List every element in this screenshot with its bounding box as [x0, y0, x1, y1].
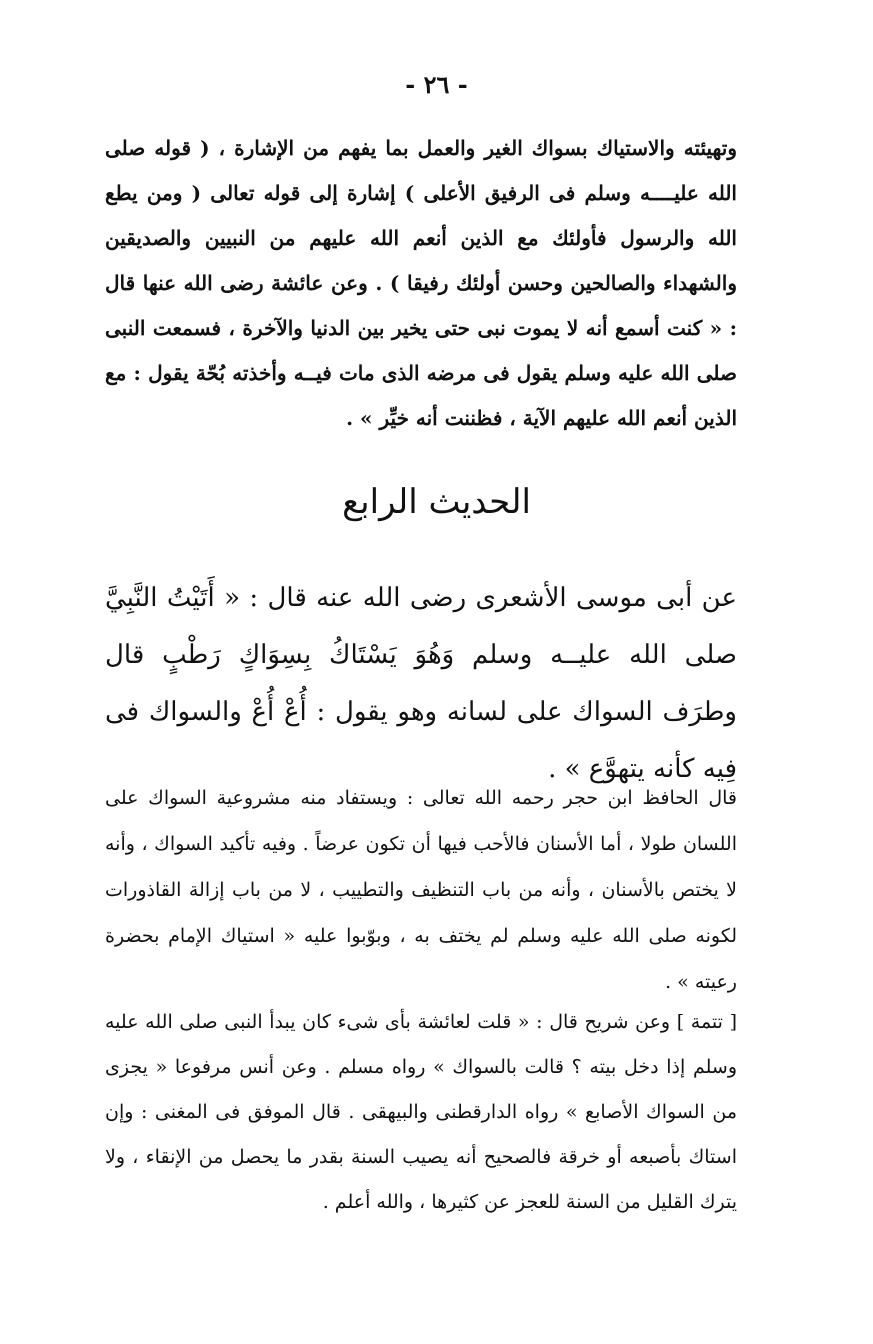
hadith-paragraph: عن أبى موسى الأشعرى رضى الله عنه قال : « أَتَيْتُ النَّبِيَّ صلى الله عليــه وسلم وَهُوَ يَسْتَاكُ بِسِوَاكٍ رَطْبٍ قال وطرَف السواك على لسانه وهو يقول : أُعْ أُعْ والسواك فى فِيه كأنه يتهوَّع » . [105, 583, 737, 784]
appendix-paragraph: [ تتمة ] وعن شريح قال : « قلت لعائشة بأى شىء كان يبدأ النبى صلى الله عليه وسلم إذا دخل بيته ؟ قالت بالسواك » رواه مسلم . وعن أنس مرفوعا « يجزى من السواك الأصابع » رواه الدارقطنى والبيهقى . قال الموفق فى المغنى : وإن استاك بأصبعه أو خرقة فالصحيح أنه يصيب السنة بقدر ما يحصل من الإنقاء ، ولا يترك القليل من السنة للعجز عن كثيرها ، والله أعلم . [105, 1011, 737, 1213]
page-number: - ٢٦ - [405, 70, 468, 99]
section-heading: الحديث الرابع [342, 482, 531, 522]
opening-paragraph: وتهيئته والاستياك بسواك الغير والعمل بما يفهم من الإشارة ، ( قوله صلى الله عليــــه وسلم فى الرفيق الأعلى ) إشارة إلى قوله تعالى ( ومن يطع الله والرسول فأولئك مع الذين أنعم الله عليهم من النبيين والصديقين والشهداء والصالحين وحسن أولئك رفيقا ) . وعن عائشة رضى الله عنها قال : « كنت أسمع أنه لا يموت نبى حتى يخير بين الدنيا والآخرة ، فسمعت النبى صلى الله عليه وسلم يقول فى مرضه الذى مات فيــه وأخذته بُحّة يقول : مع الذين أنعم الله عليهم الآية ، فظننت أنه خيِّر » . [105, 136, 737, 430]
commentary-paragraph: قال الحافظ ابن حجر رحمه الله تعالى : ويستفاد منه مشروعية السواك على اللسان طولا ، أما الأسنان فالأحب فيها أن تكون عرضاً . وفيه تأكيد السواك ، وأنه لا يختص بالأسنان ، وأنه من باب التنظيف والتطييب ، لا من باب إزالة القاذورات لكونه صلى الله عليه وسلم لم يختف به ، وبوّبوا عليه « استياك الإمام بحضرة رعيته » . [105, 787, 737, 993]
